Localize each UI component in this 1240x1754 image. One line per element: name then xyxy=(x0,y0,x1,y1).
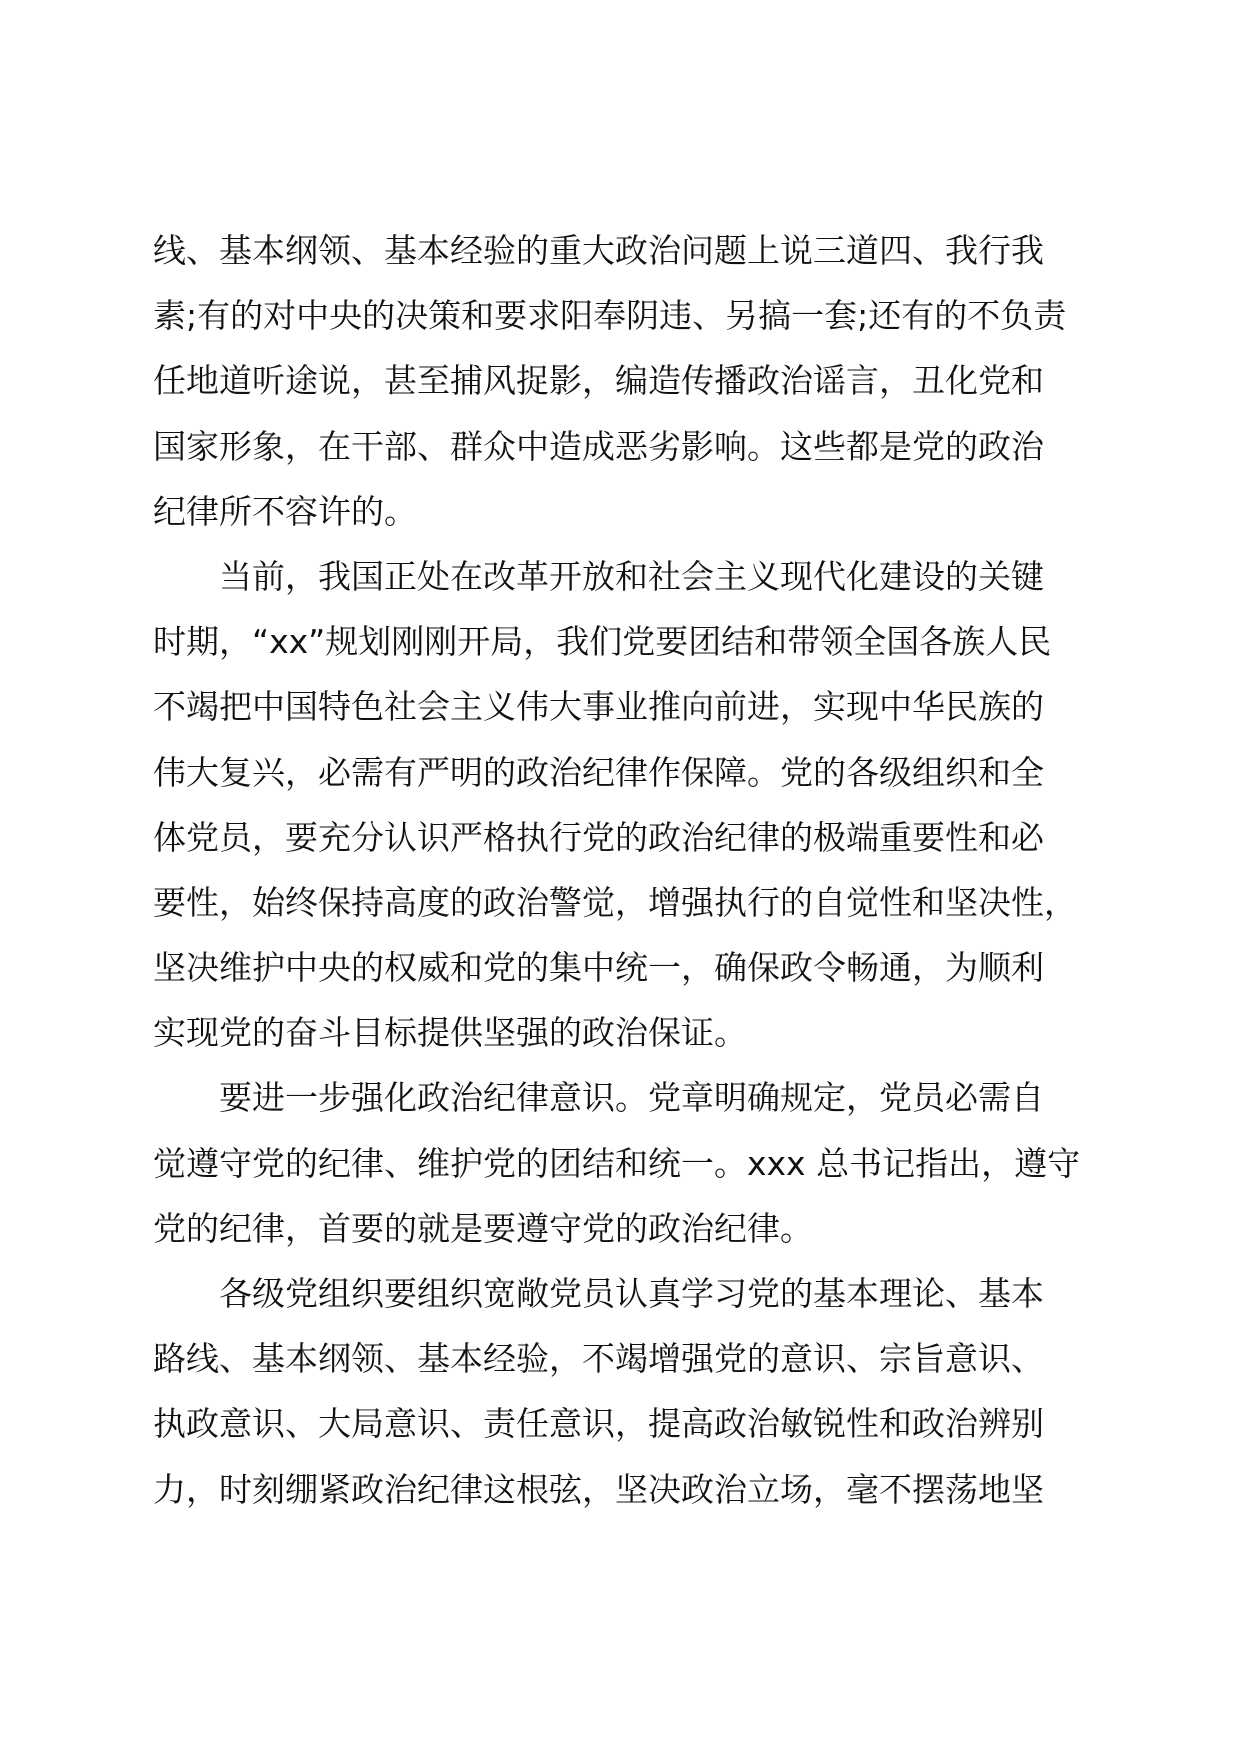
document-body xyxy=(153,218,1093,1522)
text-line: 实现党的奋斗目标提供坚强的政治保证。 xyxy=(153,1013,747,1053)
text-line: 路线、基本纲领、基本经验，不竭增强党的意识、宗旨意识、 xyxy=(153,1339,1044,1379)
text-line: 伟大复兴，必需有严明的政治纪律作保障。党的各级组织和全 xyxy=(153,752,1044,792)
text-line: 要性，始终保持高度的政治警觉，增强执行的自觉性和坚决性， xyxy=(153,882,1077,922)
text-line: 觉遵守党的纪律、维护党的团结和统一。xxx 总书记指出，遵守 xyxy=(153,1143,1081,1183)
text-line: 执政意识、大局意识、责任意识，提高政治敏锐性和政治辨别 xyxy=(153,1404,1044,1444)
text-line: 党的纪律，首要的就是要遵守党的政治纪律。 xyxy=(153,1208,813,1248)
text-line: 当前，我国正处在改革开放和社会主义现代化建设的关键 xyxy=(219,556,1044,596)
text-line: 时期，“xx”规划刚刚开局，我们党要团结和带领全国各族人民 xyxy=(153,622,1052,662)
text-line: 任地道听途说，甚至捕风捉影，编造传播政治谣言，丑化党和 xyxy=(153,361,1044,401)
text-line: 纪律所不容许的。 xyxy=(153,491,417,531)
text-line: 线、基本纲领、基本经验的重大政治问题上说三道四、我行我 xyxy=(153,231,1044,270)
text-line: 素;有的对中央的决策和要求阳奉阴违、另搞一套;还有的不负责 xyxy=(153,296,1067,336)
text-line: 坚决维护中央的权威和党的集中统一，确保政令畅通，为顺利 xyxy=(153,948,1044,988)
text-line: 要进一步强化政治纪律意识。党章明确规定，党员必需自 xyxy=(219,1078,1044,1118)
text-line: 不竭把中国特色社会主义伟大事业推向前进，实现中华民族的 xyxy=(153,687,1044,727)
text-line: 力，时刻绷紧政治纪律这根弦，坚决政治立场，毫不摆荡地坚 xyxy=(153,1469,1044,1509)
text-line: 各级党组织要组织宽敞党员认真学习党的基本理论、基本 xyxy=(219,1274,1044,1313)
text-line: 国家形象，在干部、群众中造成恶劣影响。这些都是党的政治 xyxy=(153,426,1044,466)
text-line: 体党员，要充分认识严格执行党的政治纪律的极端重要性和必 xyxy=(153,817,1044,857)
